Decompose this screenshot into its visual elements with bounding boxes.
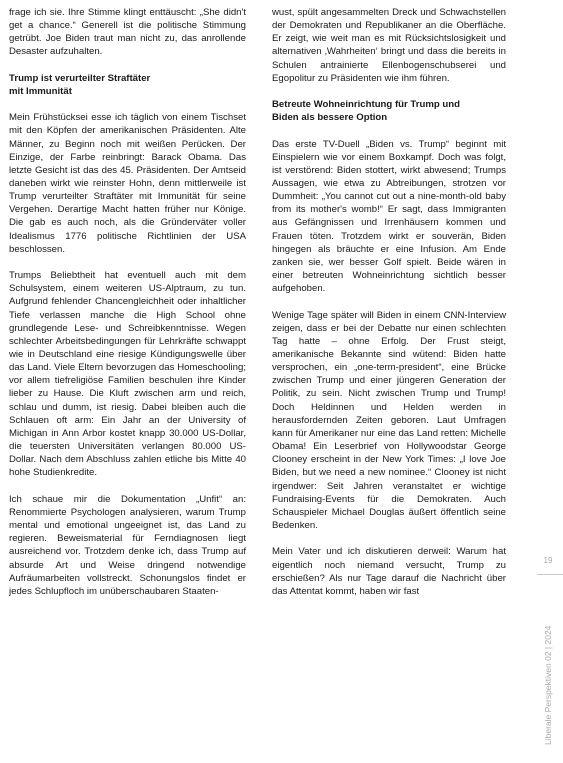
- body-paragraph: Mein Vater und ich diskutieren derweil: Warum hat eigentlich noch niemand versucht, Trump zu erschießen? Als nur Tage darauf die Nachricht über das Attentat kommt, haben wir fast: [272, 546, 506, 597]
- section-heading: [272, 98, 506, 124]
- section-heading: [9, 72, 246, 98]
- body-paragraph: Mein Frühstücksei esse ich täglich von einem Tischset mit den Köpfen der amerikanischen Präsidenten. Alte Männer, zu Beginn noch mit weißen Perücken. Der Einzige, der Farbe reinbringt: Barack Obama. Das letzte Gesicht ist das des 45. Präsidenten. Der Amtseid daneben wirkt wie reinster Hohn, denn mittlerweile ist Trump verurteilter Straftäter mit Immunität für seine Vergehen. Derartige Macht hatten früher nur Könige. Die gab es auch noch, als die Gründerväter voller Idealismus 1776 politische Richtlinien der USA beschlossen.: [9, 112, 246, 255]
- page-number-rule: [537, 574, 563, 575]
- right-column: [272, 6, 506, 611]
- left-column: [9, 6, 246, 611]
- section-heading-line: mit Immunität: [9, 85, 72, 97]
- body-paragraph: Ich schaue mir die Dokumentation „Unfit“ an: Renommierte Psychologen analysieren, warum Trump mental und emotional ungeeignet ist, das Land zu regieren. Beweismaterial für Ferndiagnosen liegt ausreichend vor. Trotzdem denke ich, dass Trump auf absurde Art und Weise dringend notwendige Aufräumarbeiten vollstreckt. Schonungslos findet er jedes Schlupfloch im unüberschaubaren Staaten-: [9, 493, 246, 597]
- body-paragraph: Trumps Beliebtheit hat eventuell auch mit dem Schulsystem, einem weiteren US-Alptraum, zu tun. Aufgrund fehlender Chancengleichheit oder inhaltlicher Tiefe verlassen manche die High School ohne grundlegende Lese- und Schreibkenntnisse. Wegen schlechter Arbeitsbedingungen für Lehrkräfte schwappt wie in Deutschland eine riesige Kündigungswelle über das Land. Viele Eltern bevorzugen das Homeschooling; vor allem tiefreligiöse Familien beschulen ihre Kinder lieber zu Hause. Die Kluft zwischen arm und reich, schlau und dumm, ist riesig. Dabei bleiben auch die Schlauen oft arm: Ein Jahr an der University of Michigan in Ann Arbor kostet knapp 30.000 US-Dollar, die teuersten Universitäten verlangen 80.000 US-Dollar. Nach dem Abschluss zahlen etliche bis Mitte 40 hohe Studienkredite.: [9, 270, 246, 479]
- publication-footer: Liberale Perspektiven 02 | 2024: [543, 625, 553, 745]
- section-heading-line: Trump ist verurteilter Straftäter: [9, 72, 151, 84]
- section-heading-line: Biden als bessere Option: [272, 112, 388, 124]
- body-paragraph: wust, spült angesammelten Dreck und Schwachstellen der Demokraten und Republikaner an die Oberfläche. Er zeigt, wie weit man es mit Rücksichtslosigkeit und alternativen ‚Wahrheiten‘ bringt und dass die bereits in Schulen antrainierte Ellenbogenschubserei und Egopolitur zu Präsidenten wie ihm führen.: [272, 7, 506, 84]
- section-heading-line: Betreute Wohneinrichtung für Trump und: [272, 99, 460, 111]
- body-paragraph: Das erste TV-Duell „Biden vs. Trump“ beginnt mit Einspielern wie vor einem Boxkampf. Doch was folgt, ist verstörend: Biden stottert, wirkt abwesend; Trumps Aussagen, wie etwa zu Abtreibungen, strotzen vor Dummheit: „You cannot cut out a nine-month-old baby from its mother's womb!“ Er sagt, dass Immigranten aus Gefängnissen und Irrenhäusern kommen und Frauen töten. Trotzdem wirkt er souverän, Biden hingegen als bräuchte er eine Infusion. Am Ende zanken sie, wer besser Golf spielt. Beide wären in einer betreuten Wohneinrichtung sichtlich besser aufgehoben.: [272, 138, 506, 295]
- page-number: 19: [543, 556, 553, 565]
- body-paragraph: frage ich sie. Ihre Stimme klingt enttäuscht: „She didn't get a chance.“ Generell ist die politische Stimmung getrübt. Joe Biden traut man nicht zu, das anrollende Desaster aufzuhalten.: [9, 7, 246, 58]
- body-paragraph: Wenige Tage später will Biden in einem CNN-Interview zeigen, dass er bei der Debatte nur einen schlechten Tag hatte – ohne Erfolg. Der Frust steigt, amerikanische Bekannte sind wütend: Biden hatte versprochen, ein „one-term-president“, eine Brücke zwischen Trump und einer jüngeren Generation der Politik, zu sein. Nicht zwischen Trump und Trump! Doch Heldinnen und Helden werden in herausfordernden Zeiten geboren. Laut Umfragen kann für Amerikaner nur eine das Land retten: Michelle Obama! Ein Leserbrief von Hollywoodstar George Clooney erscheint in der New York Times: „I love Joe Biden, but we need a new nominee.“ Clooney ist nicht irgendwer: Seit Jahren veranstaltet er wichtige Fundraising-Events für die Demokraten. Auch Schauspieler Michael Douglas äußert öffentlich seine Bedenken.: [272, 309, 506, 532]
